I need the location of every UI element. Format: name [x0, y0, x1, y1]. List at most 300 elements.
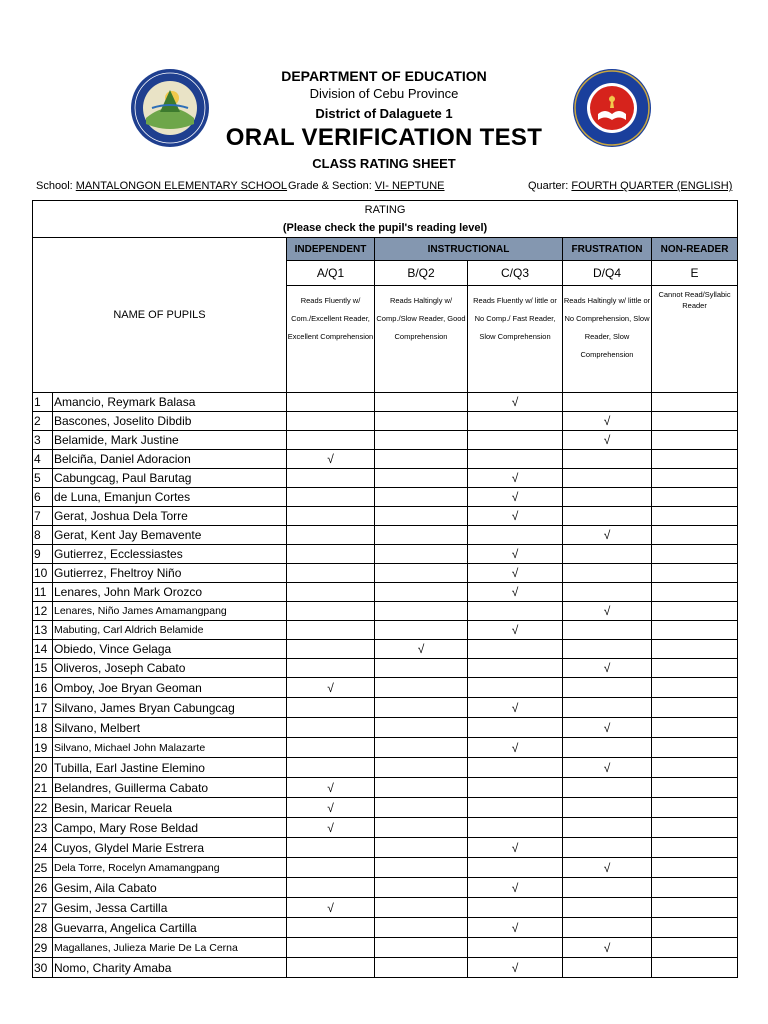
rating-cell[interactable] — [563, 488, 652, 507]
rating-cell[interactable] — [287, 678, 375, 698]
rating-cell[interactable] — [468, 412, 563, 431]
rating-cell[interactable] — [468, 640, 563, 659]
rating-cell[interactable] — [563, 778, 652, 798]
check-mark-icon: √ — [511, 566, 519, 580]
rating-cell[interactable] — [375, 659, 468, 678]
row-number: 27 — [33, 898, 53, 918]
rating-cell[interactable] — [468, 818, 563, 838]
pupil-name: Belciña, Daniel Adoracion — [53, 450, 287, 469]
rating-cell[interactable] — [287, 640, 375, 659]
table-row — [33, 431, 738, 450]
school-label: School: — [36, 180, 73, 192]
rating-cell[interactable] — [563, 898, 652, 918]
rating-cell[interactable] — [468, 545, 563, 564]
rating-cell[interactable] — [468, 898, 563, 918]
rating-cell[interactable] — [468, 678, 563, 698]
rating-cell[interactable] — [563, 431, 652, 450]
table-row — [33, 488, 738, 507]
rating-cell[interactable] — [375, 526, 468, 545]
table-row — [33, 918, 738, 938]
level-independent: INDEPENDENT — [287, 238, 375, 261]
rating-cell[interactable] — [287, 469, 375, 488]
row-number: 29 — [33, 938, 53, 958]
pupil-name: Silvano, Melbert — [53, 718, 287, 738]
grade-label: Grade & Section: — [288, 180, 372, 192]
rating-cell[interactable] — [375, 938, 468, 958]
rating-cell[interactable] — [287, 659, 375, 678]
rating-cell[interactable] — [375, 393, 468, 412]
check-mark-icon: √ — [603, 940, 611, 955]
rating-cell[interactable] — [468, 602, 563, 621]
rating-cell[interactable] — [652, 659, 738, 678]
level-frustration: FRUSTRATION — [563, 238, 652, 261]
row-number: 28 — [33, 918, 53, 938]
table-row — [33, 798, 738, 818]
rating-cell[interactable] — [287, 898, 375, 918]
table-row — [33, 507, 738, 526]
rating-cell[interactable] — [468, 621, 563, 640]
rating-cell[interactable] — [375, 878, 468, 898]
rating-cell[interactable] — [652, 778, 738, 798]
rating-cell[interactable] — [652, 583, 738, 602]
desc-d-q4: Reads Haltingly w/ little or No Comprehension, Slow Reader, Slow Comprehension — [563, 286, 652, 393]
check-mark-icon: √ — [511, 880, 519, 895]
rating-cell[interactable] — [375, 545, 468, 564]
rating-cell[interactable] — [563, 918, 652, 938]
table-row — [33, 818, 738, 838]
pupil-name: Cabungcag, Paul Barutag — [53, 469, 287, 488]
pupil-name: Guevarra, Angelica Cartilla — [53, 918, 287, 938]
check-mark-icon: √ — [327, 900, 334, 915]
table-row — [33, 564, 738, 583]
table-row — [33, 778, 738, 798]
row-number: 15 — [33, 659, 53, 678]
pupil-name: Lenares, John Mark Orozco — [53, 583, 287, 602]
rating-cell[interactable] — [287, 918, 375, 938]
check-mark-icon: √ — [327, 820, 334, 835]
rating-cell[interactable] — [375, 798, 468, 818]
rating-cell[interactable] — [287, 431, 375, 450]
rating-cell[interactable] — [375, 778, 468, 798]
rating-cell[interactable] — [652, 393, 738, 412]
rating-cell[interactable] — [468, 469, 563, 488]
rating-cell[interactable] — [287, 798, 375, 818]
pupil-name: Gesim, Aila Cabato — [53, 878, 287, 898]
rating-cell[interactable] — [468, 778, 563, 798]
rating-cell[interactable] — [652, 698, 738, 718]
pupil-name: Besin, Maricar Reuela — [53, 798, 287, 818]
table-row — [33, 450, 738, 469]
rating-cell[interactable] — [468, 758, 563, 778]
table-row — [33, 738, 738, 758]
pupil-name: de Luna, Emanjun Cortes — [53, 488, 287, 507]
rating-cell[interactable] — [468, 564, 563, 583]
rating-cell[interactable] — [468, 488, 563, 507]
row-number: 21 — [33, 778, 53, 798]
check-mark-icon: √ — [417, 642, 425, 656]
rating-cell[interactable] — [287, 838, 375, 858]
rating-cell[interactable] — [468, 431, 563, 450]
district-name: District of Dalaguete 1 — [315, 106, 453, 121]
check-mark-icon: √ — [511, 700, 519, 715]
pupil-name: Dela Torre, Rocelyn Amamangpang — [53, 858, 287, 878]
rating-cell[interactable] — [375, 738, 468, 758]
rating-cell[interactable] — [468, 583, 563, 602]
row-number: 26 — [33, 878, 53, 898]
rating-cell[interactable] — [652, 564, 738, 583]
row-number: 3 — [33, 431, 53, 450]
row-number: 18 — [33, 718, 53, 738]
row-number: 7 — [33, 507, 53, 526]
row-number: 2 — [33, 412, 53, 431]
rating-cell[interactable] — [563, 583, 652, 602]
rating-cell[interactable] — [375, 678, 468, 698]
rating-cell[interactable] — [563, 469, 652, 488]
rating-cell[interactable] — [563, 640, 652, 659]
pupil-name: Belamide, Mark Justine — [53, 431, 287, 450]
rating-cell[interactable] — [287, 778, 375, 798]
row-number: 10 — [33, 564, 53, 583]
rating-cell[interactable] — [563, 758, 652, 778]
rating-cell[interactable] — [375, 858, 468, 878]
pupil-name: Belandres, Guillerma Cabato — [53, 778, 287, 798]
rating-cell[interactable] — [375, 431, 468, 450]
row-number: 9 — [33, 545, 53, 564]
rating-cell[interactable] — [287, 526, 375, 545]
rating-cell[interactable] — [375, 818, 468, 838]
row-number: 11 — [33, 583, 53, 602]
rating-cell[interactable] — [468, 958, 563, 978]
table-row — [33, 878, 738, 898]
rating-cell[interactable] — [652, 431, 738, 450]
rating-cell[interactable] — [652, 526, 738, 545]
rating-cell[interactable] — [468, 738, 563, 758]
rating-cell[interactable] — [652, 758, 738, 778]
row-number: 23 — [33, 818, 53, 838]
rating-cell[interactable] — [375, 838, 468, 858]
rating-cell[interactable] — [375, 450, 468, 469]
rating-cell[interactable] — [652, 958, 738, 978]
rating-cell[interactable] — [563, 602, 652, 621]
rating-cell[interactable] — [652, 507, 738, 526]
rating-table — [32, 200, 738, 978]
row-number: 24 — [33, 838, 53, 858]
rating-cell[interactable] — [563, 393, 652, 412]
code-e: E — [652, 261, 738, 286]
pupil-name: Gerat, Kent Jay Bemavente — [53, 526, 287, 545]
rating-cell[interactable] — [652, 798, 738, 818]
rating-instruction: (Please check the pupil's reading level) — [33, 219, 738, 238]
rating-cell[interactable] — [652, 858, 738, 878]
quarter-label: Quarter: — [528, 180, 569, 192]
row-number: 16 — [33, 678, 53, 698]
pupil-name: Gesim, Jessa Cartilla — [53, 898, 287, 918]
rating-cell[interactable] — [287, 818, 375, 838]
rating-cell[interactable] — [287, 412, 375, 431]
check-mark-icon: √ — [511, 623, 519, 637]
table-row — [33, 898, 738, 918]
pupil-name: Oliveros, Joseph Cabato — [53, 659, 287, 678]
school-value: MANTALONGON ELEMENTARY SCHOOL — [75, 180, 288, 192]
rating-cell[interactable] — [375, 958, 468, 978]
rating-cell[interactable] — [468, 718, 563, 738]
check-mark-icon: √ — [511, 509, 519, 523]
check-mark-icon: √ — [511, 960, 519, 975]
rating-cell[interactable] — [468, 858, 563, 878]
level-non-reader: NON-READER — [652, 238, 738, 261]
desc-b-q2: Reads Haltingly w/ Comp./Slow Reader, Good Comprehension — [375, 286, 468, 393]
rating-cell[interactable] — [468, 838, 563, 858]
pupil-name: Gerat, Joshua Dela Torre — [53, 507, 287, 526]
quarter-info — [528, 180, 732, 192]
rating-cell[interactable] — [287, 698, 375, 718]
rating-cell[interactable] — [287, 545, 375, 564]
school-info — [36, 180, 287, 192]
rating-cell[interactable] — [287, 621, 375, 640]
rating-cell[interactable] — [652, 469, 738, 488]
rating-cell[interactable] — [652, 818, 738, 838]
table-row — [33, 583, 738, 602]
grade-info — [288, 180, 445, 192]
table-row — [33, 526, 738, 545]
rating-cell[interactable] — [468, 698, 563, 718]
row-number: 4 — [33, 450, 53, 469]
rating-cell[interactable] — [375, 564, 468, 583]
check-mark-icon: √ — [603, 604, 611, 618]
pupil-name: Cuyos, Glydel Marie Estrera — [53, 838, 287, 858]
rating-cell[interactable] — [375, 758, 468, 778]
rating-cell[interactable] — [287, 583, 375, 602]
division-name: Division of Cebu Province — [309, 86, 459, 101]
check-mark-icon: √ — [327, 780, 334, 795]
rating-cell[interactable] — [287, 758, 375, 778]
rating-cell[interactable] — [652, 838, 738, 858]
pupil-name: Lenares, Niño James Amamangpang — [53, 602, 287, 621]
rating-cell[interactable] — [563, 838, 652, 858]
pupil-name: Amancio, Reymark Balasa — [53, 393, 287, 412]
pupil-name: Silvano, Michael John Malazarte — [53, 738, 287, 758]
rating-cell[interactable] — [375, 488, 468, 507]
check-mark-icon: √ — [603, 528, 611, 542]
row-number: 19 — [33, 738, 53, 758]
check-mark-icon: √ — [511, 490, 519, 504]
table-row — [33, 545, 738, 564]
check-mark-icon: √ — [603, 760, 611, 775]
pupil-name: Mabuting, Carl Aldrich Belamide — [53, 621, 287, 640]
rating-cell[interactable] — [287, 958, 375, 978]
rating-cell[interactable] — [287, 718, 375, 738]
pupil-name: Gutierrez, Fheltroy Niño — [53, 564, 287, 583]
page-subtitle: CLASS RATING SHEET — [312, 156, 456, 171]
rating-cell[interactable] — [468, 798, 563, 818]
check-mark-icon: √ — [511, 547, 519, 561]
row-number: 17 — [33, 698, 53, 718]
row-number: 6 — [33, 488, 53, 507]
name-of-pupils-header: NAME OF PUPILS — [33, 238, 287, 393]
code-a-q1: A/Q1 — [287, 261, 375, 286]
rating-cell[interactable] — [468, 659, 563, 678]
rating-cell[interactable] — [563, 858, 652, 878]
check-mark-icon: √ — [511, 840, 519, 855]
row-number: 30 — [33, 958, 53, 978]
rating-cell[interactable] — [563, 818, 652, 838]
table-row — [33, 938, 738, 958]
rating-cell[interactable] — [563, 878, 652, 898]
rating-cell[interactable] — [287, 738, 375, 758]
rating-cell[interactable] — [375, 507, 468, 526]
rating-cell[interactable] — [287, 878, 375, 898]
check-mark-icon: √ — [603, 720, 611, 735]
rating-cell[interactable] — [468, 507, 563, 526]
rating-cell[interactable] — [563, 545, 652, 564]
rating-cell[interactable] — [563, 698, 652, 718]
rating-cell[interactable] — [652, 602, 738, 621]
row-number: 12 — [33, 602, 53, 621]
rating-cell[interactable] — [563, 958, 652, 978]
pupil-name: Omboy, Joe Bryan Geoman — [53, 678, 287, 698]
grade-value: VI- NEPTUNE — [374, 180, 445, 192]
table-row — [33, 412, 738, 431]
rating-cell[interactable] — [287, 507, 375, 526]
check-mark-icon: √ — [327, 452, 334, 466]
rating-cell[interactable] — [652, 718, 738, 738]
table-row — [33, 393, 738, 412]
rating-cell[interactable] — [287, 488, 375, 507]
table-row — [33, 659, 738, 678]
rating-cell[interactable] — [652, 450, 738, 469]
rating-cell[interactable] — [563, 564, 652, 583]
rating-cell[interactable] — [652, 545, 738, 564]
row-number: 5 — [33, 469, 53, 488]
table-row — [33, 621, 738, 640]
table-row — [33, 698, 738, 718]
pupil-name: Gutierrez, Ecclessiastes — [53, 545, 287, 564]
table-row — [33, 758, 738, 778]
table-row — [33, 469, 738, 488]
rating-cell[interactable] — [563, 718, 652, 738]
code-c-q3: C/Q3 — [468, 261, 563, 286]
check-mark-icon: √ — [327, 800, 334, 815]
check-mark-icon: √ — [511, 740, 519, 755]
table-row — [33, 838, 738, 858]
rating-cell[interactable] — [563, 621, 652, 640]
rating-cell[interactable] — [563, 450, 652, 469]
rating-cell[interactable] — [468, 918, 563, 938]
rating-cell[interactable] — [375, 640, 468, 659]
rating-cell[interactable] — [652, 488, 738, 507]
rating-cell[interactable] — [287, 602, 375, 621]
table-row — [33, 678, 738, 698]
row-number: 14 — [33, 640, 53, 659]
rating-cell[interactable] — [563, 507, 652, 526]
row-number: 1 — [33, 393, 53, 412]
rating-cell[interactable] — [652, 678, 738, 698]
code-b-q2: B/Q2 — [375, 261, 468, 286]
rating-cell[interactable] — [468, 393, 563, 412]
rating-cell[interactable] — [652, 640, 738, 659]
row-number: 13 — [33, 621, 53, 640]
rating-cell[interactable] — [652, 938, 738, 958]
rating-heading: RATING — [33, 201, 738, 220]
pupil-name: Bascones, Joselito Dibdib — [53, 412, 287, 431]
code-d-q4: D/Q4 — [563, 261, 652, 286]
rating-cell[interactable] — [287, 564, 375, 583]
rating-cell[interactable] — [652, 621, 738, 640]
pupil-name: Nomo, Charity Amaba — [53, 958, 287, 978]
rating-cell[interactable] — [468, 938, 563, 958]
check-mark-icon: √ — [511, 395, 519, 409]
check-mark-icon: √ — [511, 920, 519, 935]
rating-cell[interactable] — [563, 938, 652, 958]
rating-cell[interactable] — [287, 393, 375, 412]
row-number: 25 — [33, 858, 53, 878]
level-instructional: INSTRUCTIONAL — [375, 238, 563, 261]
quarter-value: FOURTH QUARTER (ENGLISH) — [571, 180, 733, 192]
rating-cell[interactable] — [375, 898, 468, 918]
pupil-name: Magallanes, Julieza Marie De La Cerna — [53, 938, 287, 958]
rating-cell[interactable] — [563, 738, 652, 758]
desc-c-q3: Reads Fluently w/ little or No Comp./ Fast Reader, Slow Comprehension — [468, 286, 563, 393]
pupil-name: Campo, Mary Rose Beldad — [53, 818, 287, 838]
rating-cell[interactable] — [375, 602, 468, 621]
check-mark-icon: √ — [327, 680, 334, 695]
table-row — [33, 718, 738, 738]
rating-cell[interactable] — [375, 469, 468, 488]
check-mark-icon: √ — [603, 433, 611, 447]
rating-cell[interactable] — [652, 412, 738, 431]
rating-cell[interactable] — [652, 738, 738, 758]
pupil-name: Silvano, James Bryan Cabungcag — [53, 698, 287, 718]
rating-cell[interactable] — [468, 450, 563, 469]
rating-cell[interactable] — [468, 526, 563, 545]
table-row — [33, 602, 738, 621]
check-mark-icon: √ — [511, 585, 519, 599]
rating-cell[interactable] — [468, 878, 563, 898]
row-number: 20 — [33, 758, 53, 778]
rating-cell[interactable] — [652, 878, 738, 898]
page-title: ORAL VERIFICATION TEST — [225, 124, 543, 151]
check-mark-icon: √ — [603, 661, 611, 675]
rating-cell[interactable] — [287, 938, 375, 958]
check-mark-icon: √ — [603, 414, 611, 428]
rating-cell[interactable] — [375, 412, 468, 431]
rating-cell[interactable] — [375, 698, 468, 718]
rating-cell[interactable] — [375, 621, 468, 640]
rating-cell[interactable] — [287, 450, 375, 469]
rating-cell[interactable] — [563, 659, 652, 678]
rating-cell[interactable] — [563, 798, 652, 818]
table-row — [33, 640, 738, 659]
pupil-name: Obiedo, Vince Gelaga — [53, 640, 287, 659]
row-number: 8 — [33, 526, 53, 545]
row-number: 22 — [33, 798, 53, 818]
check-mark-icon: √ — [603, 860, 611, 875]
rating-cell[interactable] — [375, 918, 468, 938]
rating-cell[interactable] — [652, 918, 738, 938]
table-row — [33, 958, 738, 978]
rating-cell[interactable] — [563, 526, 652, 545]
desc-e: Cannot Read/Syllabic Reader — [652, 286, 738, 393]
rating-cell[interactable] — [652, 898, 738, 918]
rating-cell[interactable] — [375, 583, 468, 602]
rating-cell[interactable] — [375, 718, 468, 738]
pupil-name: Tubilla, Earl Jastine Elemino — [53, 758, 287, 778]
rating-cell[interactable] — [287, 858, 375, 878]
rating-cell[interactable] — [563, 412, 652, 431]
check-mark-icon: √ — [511, 471, 519, 485]
department-title: DEPARTMENT OF EDUCATION — [281, 68, 487, 84]
rating-cell[interactable] — [563, 678, 652, 698]
